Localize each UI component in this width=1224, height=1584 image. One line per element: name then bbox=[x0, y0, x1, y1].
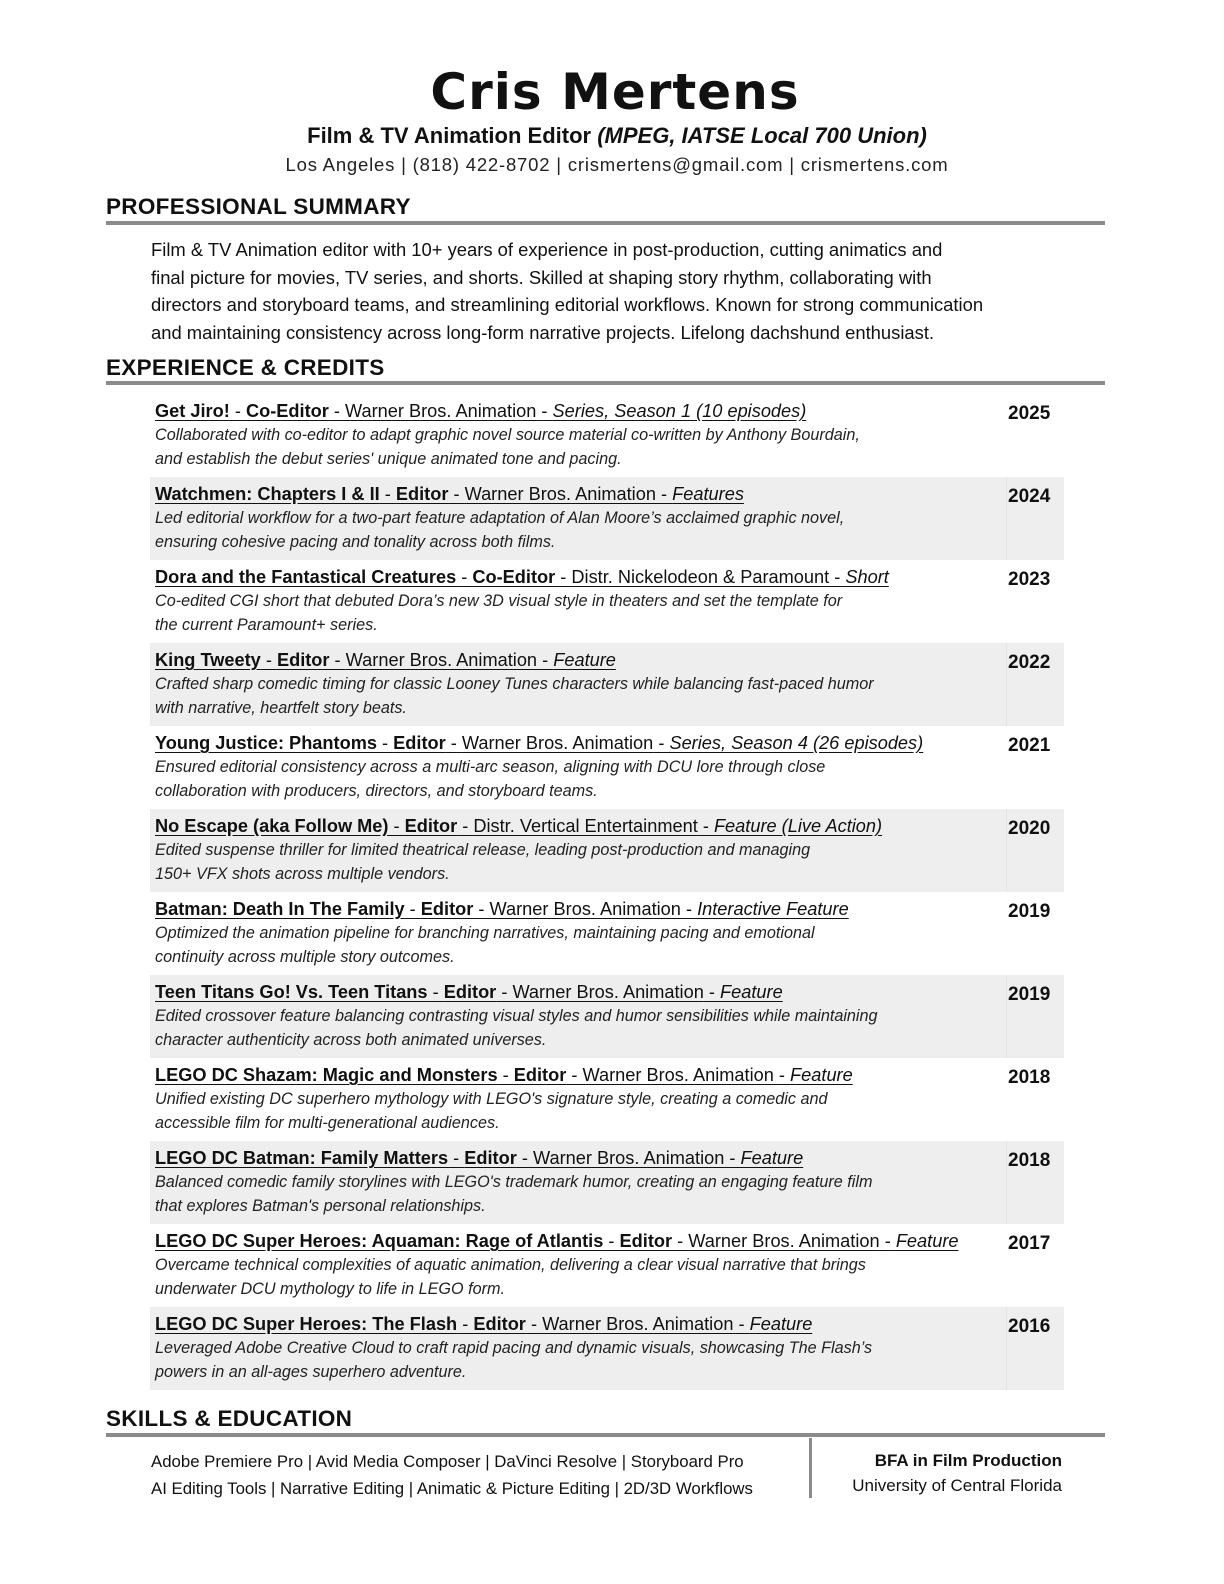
project-title: Batman: Death In The Family bbox=[155, 899, 405, 919]
separator: - bbox=[536, 401, 553, 421]
description-line: underwater DCU mythology to life in LEGO form. bbox=[155, 1279, 505, 1298]
entry-body bbox=[150, 975, 1006, 1058]
separator: - bbox=[680, 899, 698, 919]
format: Feature bbox=[553, 650, 616, 670]
entry-title-line bbox=[155, 981, 1006, 1004]
candidate-name: Cris Mertens bbox=[430, 63, 800, 121]
entry-body bbox=[150, 1058, 1006, 1141]
description-line: Unified existing DC superhero mythology with LEGO's signature style, creating a comedic and bbox=[155, 1090, 828, 1108]
studio: Warner Bros. Animation bbox=[489, 899, 681, 919]
format: Short bbox=[845, 567, 889, 587]
entry-body bbox=[150, 1307, 1006, 1390]
separator: - bbox=[229, 401, 246, 421]
studio: Distr. Vertical Entertainment bbox=[473, 816, 698, 836]
studio: Warner Bros. Animation bbox=[582, 1065, 774, 1085]
resume-header bbox=[0, 62, 1224, 178]
studio: Warner Bros. Animation bbox=[542, 1314, 734, 1334]
role: Co-Editor bbox=[472, 567, 556, 587]
entry-description bbox=[155, 673, 1006, 720]
separator: - bbox=[697, 816, 714, 836]
separator: - bbox=[445, 733, 462, 753]
section-rule bbox=[106, 381, 1105, 385]
separator: - bbox=[448, 1148, 465, 1168]
experience-entry bbox=[150, 1307, 1064, 1390]
project-title: Dora and the Fantastical Creatures bbox=[155, 567, 457, 587]
separator: - bbox=[260, 650, 277, 670]
separator: - bbox=[404, 899, 421, 919]
separator: - bbox=[703, 982, 720, 1002]
experience-entry bbox=[150, 1058, 1064, 1141]
project-title: Watchmen: Chapters I & II bbox=[155, 484, 380, 504]
experience-entry bbox=[150, 394, 1064, 477]
separator: - bbox=[329, 650, 346, 670]
separator: - bbox=[496, 982, 513, 1002]
separator: - bbox=[537, 650, 554, 670]
entry-description bbox=[155, 1254, 1006, 1301]
entry-title-line bbox=[155, 1313, 1006, 1336]
experience-entry bbox=[150, 1224, 1064, 1307]
degree: BFA in Film Production bbox=[874, 1451, 1062, 1470]
skills-education-divider bbox=[809, 1438, 812, 1498]
studio: Warner Bros. Animation bbox=[688, 1231, 880, 1251]
section-rule bbox=[106, 221, 1105, 225]
entry-year: 2025 bbox=[1008, 403, 1051, 424]
entry-description bbox=[155, 839, 1006, 886]
entry-description bbox=[155, 507, 1006, 554]
skills-line: Adobe Premiere Pro | Avid Media Composer | DaVinci Resolve | Storyboard Pro bbox=[151, 1452, 744, 1471]
summary-line: final picture for movies, TV series, and shorts. Skilled at shaping story rhythm, collaborating with bbox=[151, 266, 932, 288]
role: Editor bbox=[420, 899, 474, 919]
role: Editor bbox=[393, 733, 446, 753]
project-title: LEGO DC Super Heroes: Aquaman: Rage of Atlantis bbox=[155, 1231, 604, 1251]
entry-title-line bbox=[155, 566, 1006, 589]
separator: - bbox=[555, 567, 572, 587]
experience-entry bbox=[150, 477, 1064, 560]
description-line: Edited crossover feature balancing contrasting visual styles and humor sensibilities while maintaining bbox=[155, 1007, 878, 1025]
experience-entry bbox=[150, 809, 1064, 892]
role: Editor bbox=[464, 1148, 517, 1168]
separator: - bbox=[733, 1314, 750, 1334]
separator: - bbox=[328, 401, 345, 421]
skills-list bbox=[151, 1448, 753, 1502]
description-line: Ensured editorial consistency across a multi-arc season, aligning with DCU lore through close bbox=[155, 758, 826, 776]
separator: - bbox=[829, 567, 846, 587]
entry-title-line bbox=[155, 400, 1006, 423]
entry-description bbox=[155, 1005, 1006, 1052]
contact-line: Los Angeles | (818) 422-8702 | crismertens@gmail.com | crismertens.com bbox=[285, 154, 949, 175]
description-line: powers in an all-ages superhero adventure. bbox=[155, 1362, 467, 1381]
experience-entry bbox=[150, 1141, 1064, 1224]
entry-year: 2022 bbox=[1006, 643, 1064, 726]
entry-description bbox=[155, 1171, 1006, 1218]
role: Editor bbox=[513, 1065, 567, 1085]
description-line: with narrative, heartfelt story beats. bbox=[155, 698, 407, 717]
entry-body bbox=[150, 809, 1006, 892]
format: Feature bbox=[740, 1148, 804, 1168]
separator: - bbox=[473, 899, 490, 919]
description-line: Leveraged Adobe Creative Cloud to craft rapid pacing and dynamic visuals, showcasing The Flash’s bbox=[155, 1339, 873, 1357]
skills-line: AI Editing Tools | Narrative Editing | Animatic & Picture Editing | 2D/3D Workflows bbox=[151, 1479, 753, 1498]
studio: Distr. Nickelodeon & Paramount bbox=[571, 567, 830, 587]
description-line: character authenticity across both animated universes. bbox=[155, 1030, 547, 1049]
description-line: Optimized the animation pipeline for branching narratives, maintaining pacing and emotional bbox=[155, 924, 815, 942]
section-rule bbox=[106, 1433, 1105, 1437]
separator: - bbox=[456, 567, 473, 587]
summary-line: and maintaining consistency across long-form narrative projects. Lifelong dachshund enthusiast. bbox=[151, 321, 935, 343]
description-line: Led editorial workflow for a two-part feature adaptation of Alan Moore’s acclaimed graphic novel, bbox=[155, 509, 845, 527]
entry-year: 2020 bbox=[1006, 809, 1064, 892]
separator: - bbox=[516, 1148, 533, 1168]
entry-body bbox=[150, 726, 1006, 809]
description-line: Collaborated with co-editor to adapt graphic novel source material co-written by Anthony Bourdain, bbox=[155, 426, 860, 444]
separator: - bbox=[603, 1231, 620, 1251]
description-line: accessible film for multi-generational audiences. bbox=[155, 1113, 500, 1132]
format: Series, Season 4 (26 episodes) bbox=[669, 733, 924, 753]
separator: - bbox=[525, 1314, 543, 1334]
role: Editor bbox=[395, 484, 449, 504]
project-title: Get Jiro! bbox=[155, 401, 230, 421]
entry-body bbox=[150, 892, 1006, 975]
studio: Warner Bros. Animation bbox=[464, 484, 656, 504]
format: Feature bbox=[895, 1231, 959, 1251]
separator: - bbox=[655, 484, 673, 504]
separator: - bbox=[672, 1231, 689, 1251]
entry-body bbox=[150, 394, 1006, 477]
education bbox=[852, 1448, 1062, 1498]
role: Co-Editor bbox=[245, 401, 329, 421]
entry-title-line bbox=[155, 1147, 1006, 1170]
entry-description bbox=[155, 1337, 1006, 1384]
description-line: Balanced comedic family storylines with LEGO's trademark humor, creating an engaging feature film bbox=[155, 1173, 873, 1191]
description-line: collaboration with producers, directors, and storyboard teams. bbox=[155, 781, 598, 800]
entry-title-line bbox=[155, 732, 1006, 755]
project-title: LEGO DC Shazam: Magic and Monsters bbox=[155, 1065, 498, 1085]
entry-description bbox=[155, 590, 1006, 637]
job-title: Film & TV Animation Editor bbox=[307, 123, 592, 148]
project-title: King Tweety bbox=[155, 650, 261, 670]
entry-year: 2019 bbox=[1008, 901, 1051, 922]
studio: Warner Bros. Animation bbox=[344, 401, 537, 421]
project-title: Young Justice: Phantoms bbox=[155, 733, 377, 753]
experience-entry bbox=[150, 892, 1064, 975]
description-line: and establish the debut series' unique animated tone and pacing. bbox=[155, 449, 622, 468]
separator: - bbox=[773, 1065, 791, 1085]
description-line: Edited suspense thriller for limited theatrical release, leading post-production and managing bbox=[155, 841, 811, 859]
studio: Warner Bros. Animation bbox=[345, 650, 538, 670]
separator: - bbox=[879, 1231, 896, 1251]
union-affiliation: (MPEG, IATSE Local 700 Union) bbox=[597, 123, 927, 148]
entry-year: 2016 bbox=[1006, 1307, 1064, 1390]
summary-line: Film & TV Animation editor with 10+ years of experience in post-production, cutting animatics and bbox=[151, 239, 943, 260]
entry-year: 2021 bbox=[1008, 735, 1051, 756]
role: Editor bbox=[404, 816, 458, 836]
entry-description bbox=[155, 1088, 1006, 1135]
experience-list bbox=[150, 394, 1064, 1390]
project-title: LEGO DC Batman: Family Matters bbox=[155, 1148, 449, 1168]
project-title: No Escape (aka Follow Me) bbox=[155, 816, 389, 836]
format: Interactive Feature bbox=[697, 899, 849, 919]
entry-year: 2023 bbox=[1008, 569, 1051, 590]
entry-title-line bbox=[155, 649, 1006, 672]
role: Editor bbox=[473, 1314, 526, 1334]
studio: Warner Bros. Animation bbox=[461, 733, 654, 753]
description-line: the current Paramount+ series. bbox=[155, 615, 378, 634]
separator: - bbox=[724, 1148, 741, 1168]
entry-body bbox=[150, 477, 1006, 560]
format: Series, Season 1 (10 episodes) bbox=[552, 401, 807, 421]
section-heading-skills: SKILLS & EDUCATION bbox=[106, 1406, 353, 1431]
section-heading-experience: EXPERIENCE & CREDITS bbox=[106, 355, 385, 380]
entry-year: 2018 bbox=[1006, 1141, 1064, 1224]
format: Feature bbox=[749, 1314, 813, 1334]
separator: - bbox=[388, 816, 405, 836]
experience-entry bbox=[150, 643, 1064, 726]
section-heading-summary: PROFESSIONAL SUMMARY bbox=[106, 194, 411, 219]
experience-entry bbox=[150, 975, 1064, 1058]
studio: Warner Bros. Animation bbox=[512, 982, 704, 1002]
separator: - bbox=[448, 484, 465, 504]
role: Editor bbox=[619, 1231, 673, 1251]
studio: Warner Bros. Animation bbox=[532, 1148, 725, 1168]
description-line: that explores Batman's personal relationships. bbox=[155, 1196, 486, 1215]
experience-entry bbox=[150, 726, 1064, 809]
entry-year: 2019 bbox=[1006, 975, 1064, 1058]
role: Editor bbox=[443, 982, 497, 1002]
format: Feature (Live Action) bbox=[713, 816, 883, 836]
format: Features bbox=[672, 484, 744, 504]
description-line: ensuring cohesive pacing and tonality across both films. bbox=[155, 532, 556, 551]
entry-title-line bbox=[155, 898, 1006, 921]
format: Feature bbox=[720, 982, 783, 1002]
entry-description bbox=[155, 424, 1006, 471]
entry-description bbox=[155, 756, 1006, 803]
entry-title-line bbox=[155, 815, 1006, 838]
description-line: Co-edited CGI short that debuted Dora’s new 3D visual style in theaters and set the template for bbox=[155, 592, 843, 610]
separator: - bbox=[566, 1065, 583, 1085]
entry-body bbox=[150, 643, 1006, 726]
school: University of Central Florida bbox=[852, 1476, 1062, 1495]
separator: - bbox=[457, 816, 474, 836]
experience-entry bbox=[150, 560, 1064, 643]
entry-title-line bbox=[155, 483, 1006, 506]
professional-summary bbox=[151, 236, 1081, 346]
entry-body bbox=[150, 560, 1006, 643]
description-line: continuity across multiple story outcomes. bbox=[155, 947, 455, 966]
description-line: Overcame technical complexities of aquatic animation, delivering a clear visual narrative that brings bbox=[155, 1256, 866, 1274]
entry-year: 2017 bbox=[1008, 1233, 1051, 1254]
entry-title-line bbox=[155, 1064, 1006, 1087]
entry-description bbox=[155, 922, 1006, 969]
description-line: Crafted sharp comedic timing for classic Looney Tunes characters while balancing fast-paced humor bbox=[155, 675, 874, 693]
format: Feature bbox=[790, 1065, 853, 1085]
entry-year: 2024 bbox=[1006, 477, 1064, 560]
description-line: 150+ VFX shots across multiple vendors. bbox=[155, 864, 450, 883]
separator: - bbox=[427, 982, 444, 1002]
summary-line: directors and storyboard teams, and streamlining editorial workflows. Known for strong communication bbox=[151, 294, 984, 316]
separator: - bbox=[376, 733, 394, 753]
entry-body bbox=[150, 1141, 1006, 1224]
separator: - bbox=[457, 1314, 474, 1334]
separator: - bbox=[653, 733, 670, 753]
separator: - bbox=[497, 1065, 514, 1085]
project-title: Teen Titans Go! Vs. Teen Titans bbox=[155, 982, 428, 1002]
entry-title-line bbox=[155, 1230, 1006, 1253]
entry-year: 2018 bbox=[1008, 1067, 1051, 1088]
separator: - bbox=[379, 484, 396, 504]
entry-body bbox=[150, 1224, 1006, 1307]
role: Editor bbox=[276, 650, 330, 670]
project-title: LEGO DC Super Heroes: The Flash bbox=[155, 1314, 458, 1334]
job-title-line bbox=[10, 122, 1224, 150]
